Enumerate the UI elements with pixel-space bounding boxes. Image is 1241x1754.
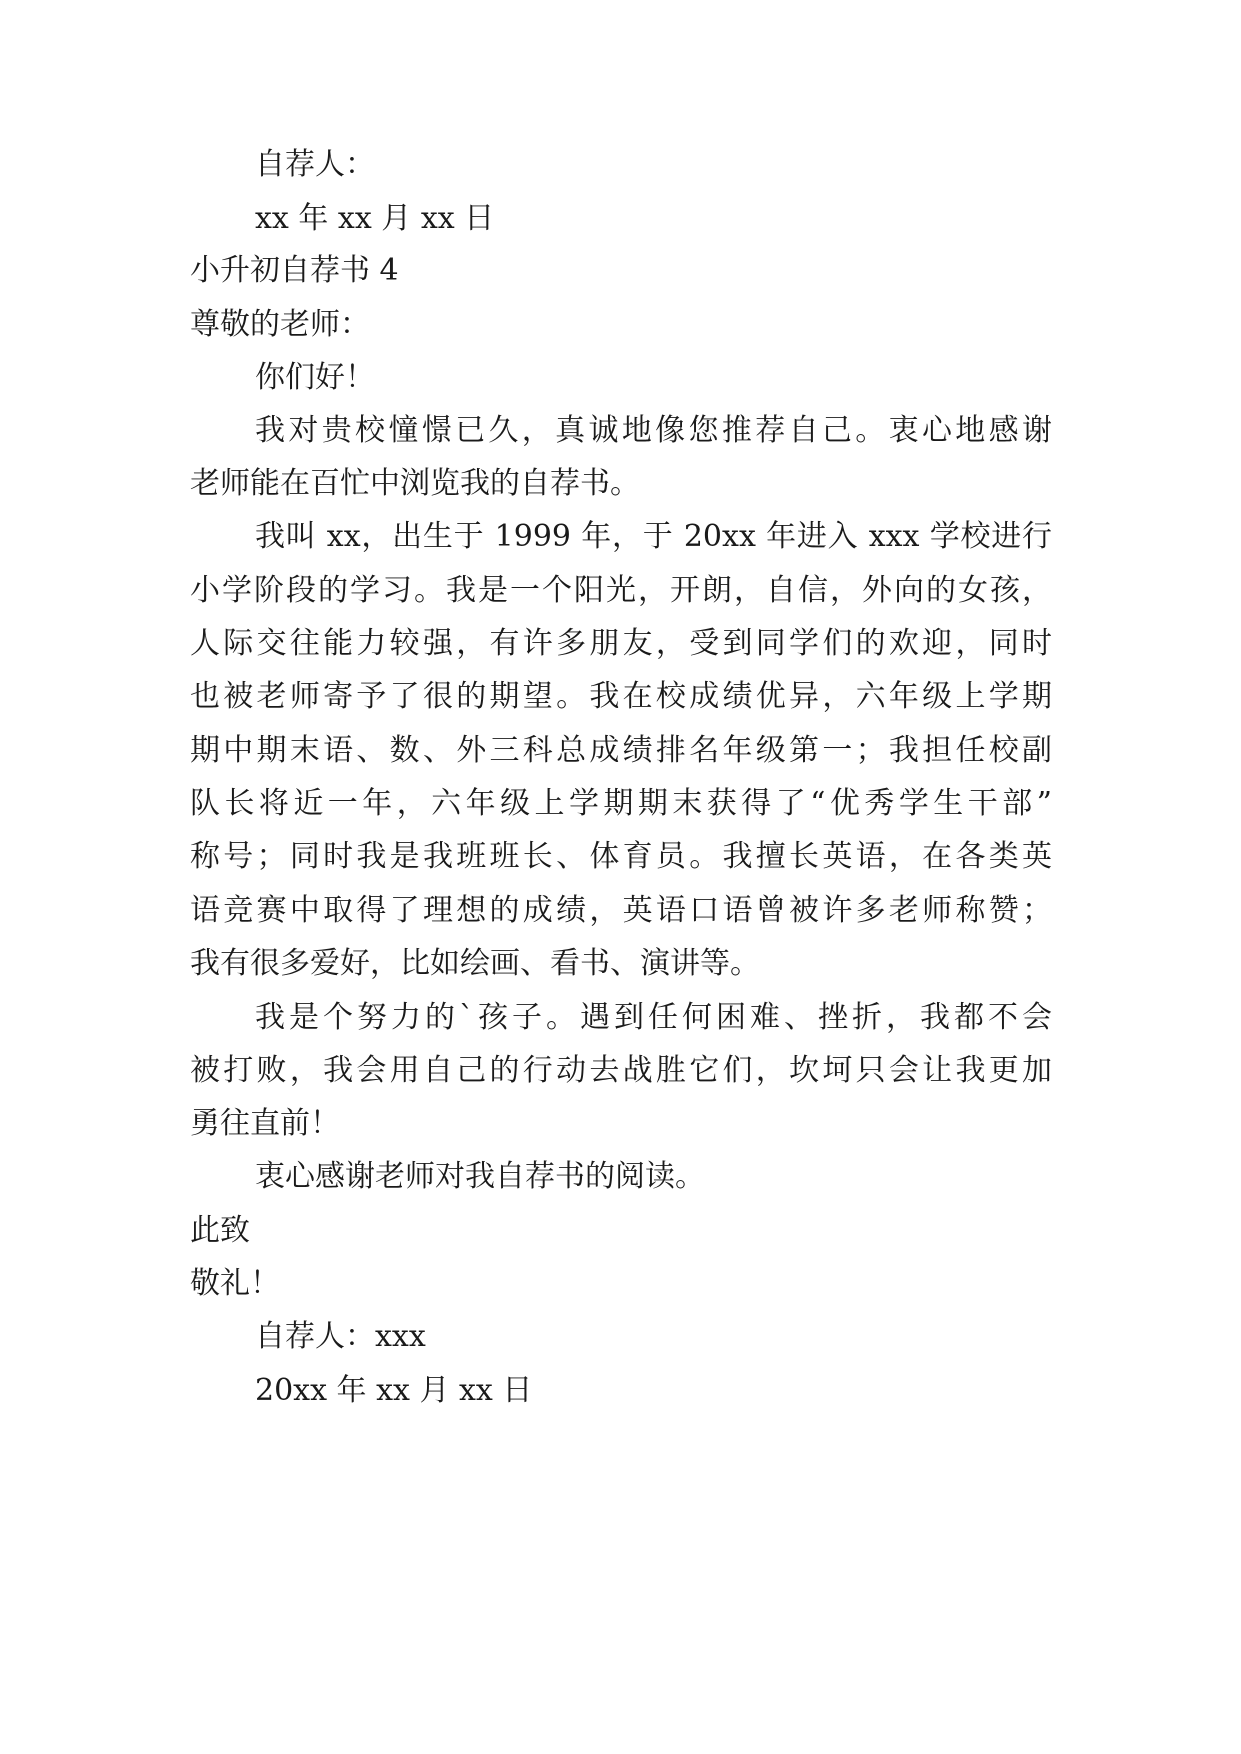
paragraph-line: 语竞赛中取得了理想的成绩，英语口语曾被许多老师称赞； xyxy=(190,893,1052,928)
paragraph-line: 我对贵校憧憬已久，真诚地像您推荐自己。衷心地感谢 xyxy=(255,413,1052,448)
paragraph-line: 也被老师寄予了很的期望。我在校成绩优异，六年级上学期 xyxy=(190,679,1052,714)
paragraph-line: 人际交往能力较强，有许多朋友，受到同学们的欢迎，同时 xyxy=(190,626,1052,661)
date: 20xx 年 xx 月 xx 日 xyxy=(255,1373,533,1408)
paragraph-line: 老师能在百忙中浏览我的自荐书。 xyxy=(190,466,640,501)
paragraph-line: 期中期末语、数、外三科总成绩排名年级第一；我担任校副 xyxy=(190,733,1052,768)
closing-line-2: 敬礼！ xyxy=(190,1266,280,1301)
closing-line-1: 此致 xyxy=(190,1213,250,1248)
paragraph-line: 称号；同时我是我班班长、体育员。我擅长英语，在各类英 xyxy=(190,839,1052,874)
paragraph-line: 衷心感谢老师对我自荐书的阅读。 xyxy=(255,1159,705,1194)
signature: 自荐人：xxx xyxy=(255,1319,426,1354)
paragraph-line: 被打败，我会用自己的行动去战胜它们，坎坷只会让我更加 xyxy=(190,1053,1052,1088)
paragraph-line: 小学阶段的学习。我是一个阳光，开朗，自信，外向的女孩， xyxy=(190,573,1052,608)
paragraph-line: 我叫 xx，出生于 1999 年，于 20xx 年进入 xxx 学校进行 xyxy=(255,519,1052,554)
salutation: 尊敬的老师： xyxy=(190,307,370,342)
greeting: 你们好！ xyxy=(255,360,375,395)
paragraph-line: 勇往直前！ xyxy=(190,1106,340,1141)
letter-title: 小升初自荐书 4 xyxy=(190,253,399,288)
prev-date: xx 年 xx 月 xx 日 xyxy=(255,201,495,236)
paragraph-line: 我是个努力的`孩子。遇到任何困难、挫折，我都不会 xyxy=(255,1000,1052,1035)
prev-signature: 自荐人： xyxy=(255,147,375,182)
paragraph-line: 队长将近一年，六年级上学期期末获得了“优秀学生干部” xyxy=(190,786,1052,821)
paragraph-line: 我有很多爱好，比如绘画、看书、演讲等。 xyxy=(190,946,760,981)
